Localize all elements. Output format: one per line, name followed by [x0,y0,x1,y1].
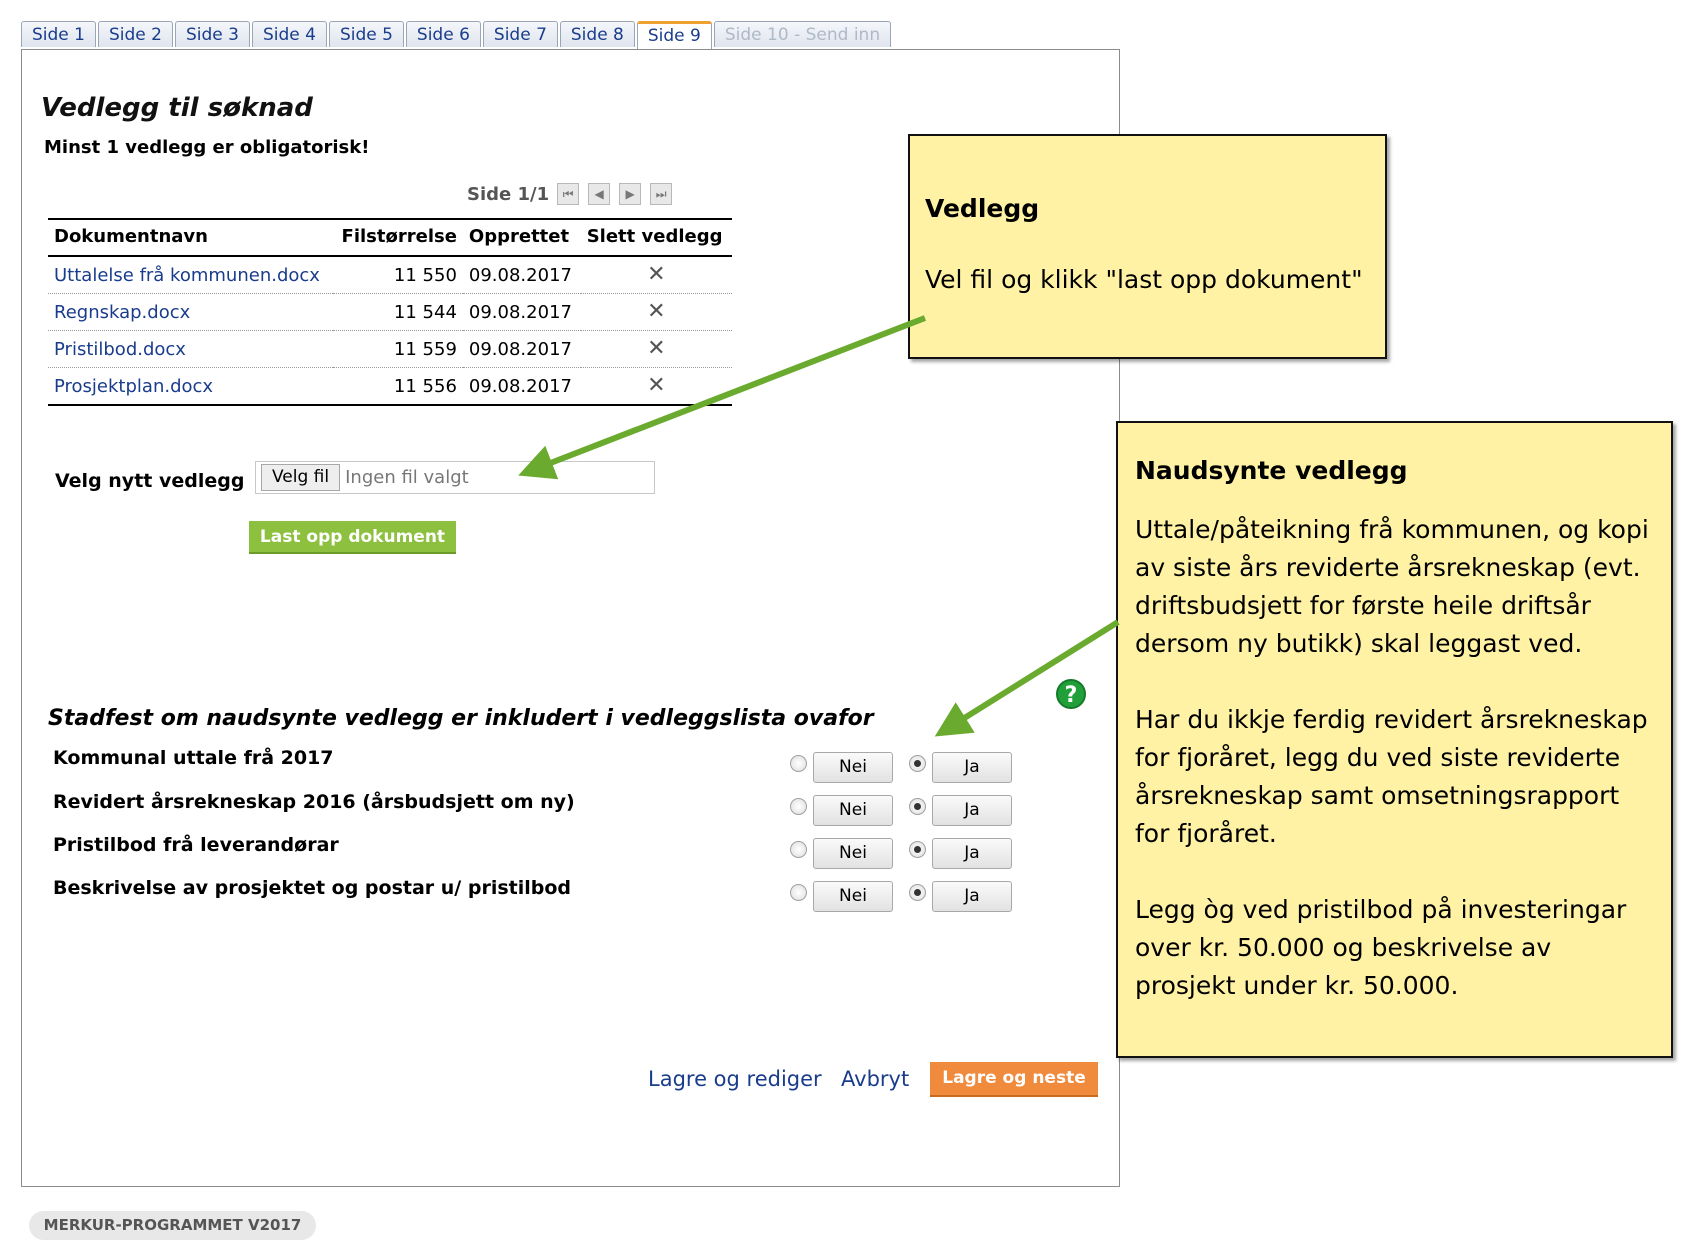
tab-side-6[interactable]: Side 6 [406,21,481,47]
choose-file-button[interactable]: Velg fil [261,464,340,491]
delete-icon[interactable]: ✕ [647,373,666,398]
question-label: Beskrivelse av prosjektet og postar u/ pristilbod [53,877,572,899]
cancel-link[interactable]: Avbryt [841,1067,910,1091]
ja-button[interactable]: Ja [932,752,1012,783]
nei-button[interactable]: Nei [813,881,893,912]
tab-side-5[interactable]: Side 5 [329,21,404,47]
ja-button[interactable]: Ja [932,795,1012,826]
tab-side-1[interactable]: Side 1 [21,21,96,47]
save-and-next-button[interactable]: Lagre og neste [930,1062,1098,1097]
page-subtitle: Minst 1 vedlegg er obligatorisk! [44,137,370,158]
callout-vedlegg-text: Vel fil og klikk "last opp dokument" [925,265,1363,294]
program-version-badge: MERKUR-PROGRAMMET V2017 [29,1211,316,1240]
created-date: 09.08.2017 [463,331,581,368]
next-page-icon[interactable]: ▶ [619,183,641,205]
prev-page-icon[interactable]: ◀ [588,183,610,205]
confirm-heading: Stadfest om naudsynte vedlegg er inkludert i vedleggslista ovafor [48,706,874,731]
tab-side-3[interactable]: Side 3 [175,21,250,47]
first-page-icon[interactable]: ⏮ [557,183,579,205]
column-header-created: Opprettet [463,219,581,256]
callout-naudsynte-p1: Uttale/påteikning frå kommunen, og kopi av siste års reviderte årsrekneskap (evt. driftsbudsjett for første heile driftsår dersom ny butikk) skal leggast ved. [1135,515,1649,658]
arrow-to-file-input [535,318,925,469]
column-header-delete: Slett vedlegg [581,219,732,256]
ja-button[interactable]: Ja [932,838,1012,869]
document-link[interactable]: Uttalelse frå kommunen.docx [48,256,333,294]
created-date: 09.08.2017 [463,294,581,331]
tab-side-2[interactable]: Side 2 [98,21,173,47]
tab-side-4[interactable]: Side 4 [252,21,327,47]
delete-icon[interactable]: ✕ [647,299,666,324]
nei-button[interactable]: Nei [813,838,893,869]
page-title: Vedlegg til søknad [41,93,313,123]
tab-side-9[interactable]: Side 9 [637,21,712,49]
created-date: 09.08.2017 [463,368,581,406]
column-header-file-size: Filstørrelse [333,219,463,256]
delete-icon[interactable]: ✕ [647,336,666,361]
help-icon[interactable]: ? [1056,679,1086,709]
last-page-icon[interactable]: ⏭ [650,183,672,205]
file-size: 11 556 [333,368,463,406]
file-size: 11 544 [333,294,463,331]
document-link[interactable]: Pristilbod.docx [48,331,333,368]
callout-vedlegg-title: Vedlegg [925,194,1040,223]
arrow-to-confirm-radios [950,622,1118,727]
nei-button[interactable]: Nei [813,752,893,783]
save-and-edit-link[interactable]: Lagre og rediger [648,1067,822,1091]
ja-button[interactable]: Ja [932,881,1012,912]
callout-naudsynte-title: Naudsynte vedlegg [1135,456,1408,485]
question-label: Pristilbod frå leverandørar [53,834,339,856]
file-status-text: Ingen fil valgt [345,467,469,488]
nei-button[interactable]: Nei [813,795,893,826]
upload-label: Velg nytt vedlegg [55,470,245,492]
document-link[interactable]: Prosjektplan.docx [48,368,333,406]
column-header-document-name: Dokumentnavn [48,219,333,256]
callout-naudsynte-p3: Legg òg ved pristilbod på investeringar over kr. 50.000 og beskrivelse av prosjekt under kr. 50.000. [1135,895,1627,1000]
question-label: Revidert årsrekneskap 2016 (årsbudsjett om ny) [53,791,575,813]
tab-side-10-send-inn: Side 10 - Send inn [714,21,891,47]
created-date: 09.08.2017 [463,256,581,294]
callout-naudsynte-p2: Har du ikkje ferdig revidert årsrekneskap for fjoråret, legg du ved siste reviderte årsrekneskap samt omsetningsrapport for fjoråret. [1135,705,1648,848]
document-link[interactable]: Regnskap.docx [48,294,333,331]
tab-side-7[interactable]: Side 7 [483,21,558,47]
file-size: 11 550 [333,256,463,294]
delete-icon[interactable]: ✕ [647,262,666,287]
file-size: 11 559 [333,331,463,368]
question-label: Kommunal uttale frå 2017 [53,747,334,769]
pager-label: Side 1/1 [467,183,550,205]
tab-side-8[interactable]: Side 8 [560,21,635,47]
upload-document-button[interactable]: Last opp dokument [249,521,456,554]
